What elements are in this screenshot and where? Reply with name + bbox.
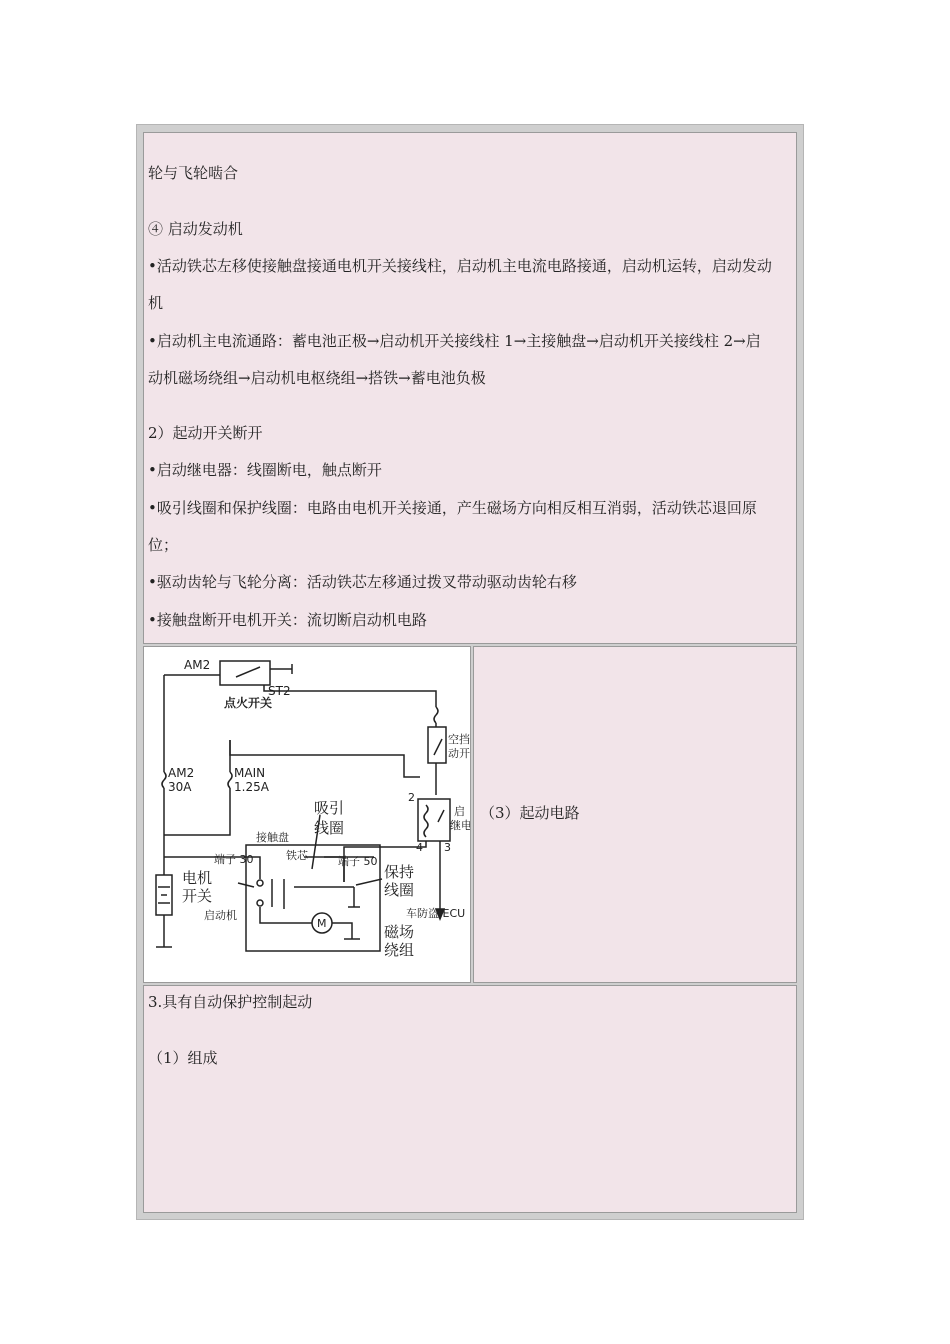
diagram-caption: （3）起动电路 [480,804,580,822]
label-hold-coil-2: 线圈 [384,881,415,899]
label-am2-rating: 30A [168,780,192,794]
caption-cell [473,646,797,983]
label-pull-coil-2: 线圈 [314,819,345,837]
label-st2: ST2 [268,684,291,698]
label-pull-coil-1: 吸引 [314,799,345,817]
text-line: 轮与飞轮啮合 [148,164,239,182]
label-field-1: 磁场 [384,923,415,941]
label-pin-2: 2 [408,791,415,804]
label-starter: 启动机 [204,909,237,922]
text-line: 动机磁场绕组→启动机电枢绕组→搭铁→蓄电池负极 [148,369,486,387]
label-field-2: 绕组 [384,941,415,959]
label-neutral-1: 空挡 [448,733,470,746]
text-line: 3.具有自动保护控制起动 [148,993,313,1011]
text-line: （1）组成 [148,1049,218,1067]
label-motor-switch-2: 开关 [182,887,213,905]
text-line: •驱动齿轮与飞轮分离：活动铁芯左移通过拨叉带动驱动齿轮右移 [148,573,577,591]
label-terminal-50: 端子 50 [338,855,378,868]
text-line: •启动机主电流通路：蓄电池正极→启动机开关接线柱 1→主接触盘→启动机开关接线柱 2→启 [148,332,761,350]
label-ecu: 车防盗 ECU [406,907,466,920]
label-pin-3: 3 [444,841,451,854]
text-line: 机 [148,294,164,312]
label-contact-disc: 接触盘 [256,831,289,844]
label-iron-core: 铁芯 [286,849,308,862]
text-line: 位； [148,536,179,554]
content-table [136,124,804,1220]
label-relay-2: 继电 [450,819,470,832]
text-cell-2 [143,985,797,1213]
label-ignition-switch: 点火开关 [224,696,273,710]
text-line: ④ 启动发动机 [148,220,243,238]
label-am2-fuse: AM2 [168,766,195,780]
label-am2-top: AM2 [184,658,211,672]
label-pin-4: 4 [416,841,423,854]
text-line: 2）起动开关断开 [148,424,263,442]
text-line: •接触盘断开电机开关：流切断启动机电路 [148,611,427,629]
label-motor-switch-1: 电机 [182,869,213,887]
label-hold-coil-1: 保持 [384,863,415,881]
text-cell-1 [143,132,797,644]
text-line: •吸引线圈和保护线圈：电路由电机开关接通，产生磁场方向相反相互消弱，活动铁芯退回原 [148,499,757,517]
label-relay-1: 启 [454,805,465,818]
label-motor: M [317,917,327,930]
label-main-rating: 1.25A [234,780,269,794]
label-main-fuse: MAIN [234,766,266,780]
diagram-cell [143,646,471,983]
starter-circuit-diagram [144,647,470,982]
text-line: •启动继电器：线圈断电，触点断开 [148,461,382,479]
text-line: •活动铁芯左移使接触盘接通电机开关接线柱，启动机主电流电路接通，启动机运转，启动发动 [148,257,772,275]
label-terminal-30: 端子 30 [214,853,254,866]
label-neutral-2: 动开 [448,747,470,760]
